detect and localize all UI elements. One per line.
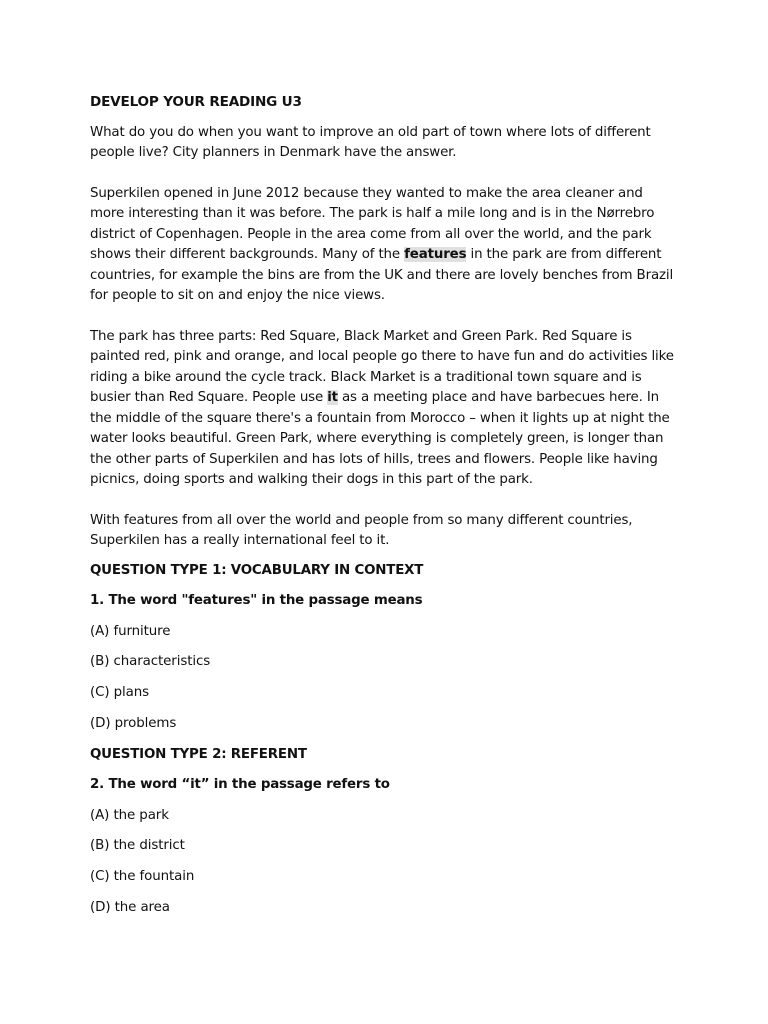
question-type-heading: QUESTION TYPE 1: VOCABULARY IN CONTEXT [90, 562, 424, 578]
passage-paragraph-3 [90, 327, 678, 491]
answer-option-b: (B) the district [90, 838, 185, 854]
question-text: 2. The word “it” in the passage refers to [90, 777, 390, 793]
answer-option-c: (C) the fountain [90, 869, 195, 885]
answer-option-a: (A) furniture [90, 623, 171, 639]
answer-option-a: (A) the park [90, 807, 169, 823]
answer-option-d: (D) problems [90, 715, 177, 731]
answer-option-d: (D) the area [90, 900, 170, 916]
passage-paragraph-2 [90, 184, 678, 307]
question-block-2 [90, 745, 678, 919]
question-block-1 [90, 561, 678, 735]
answer-option-b: (B) characteristics [90, 654, 211, 670]
document-title: DEVELOP YOUR READING U3 [90, 94, 302, 110]
question-type-heading: QUESTION TYPE 2: REFERENT [90, 746, 307, 762]
paragraph-3-text-start: The park has three parts: Red Square, Black Market and Green Park. Red Square is painted red, pink and orange, and local people go there to have fun and do activities like riding a bike around the cycle track. Black Market is a traditional town square and is busier than Red Square. People use [90, 328, 674, 405]
paragraph-2-text-end: in the park are from different countries, for example the bins are from the UK and there are lovely benches from Brazil for people to sit on and enjoy the nice views. [90, 247, 674, 303]
passage-paragraph-1: What do you do when you want to improve an old part of town where lots of different people live? City planners in Denmark have the answer. [90, 124, 651, 160]
highlighted-word-it: it [327, 390, 338, 405]
passage-paragraph-4: With features from all over the world and people from so many different countries, Superkilen has a really international feel to it. [90, 512, 633, 548]
answer-option-c: (C) plans [90, 685, 150, 701]
paragraph-2-text-start: Superkilen opened in June 2012 because they wanted to make the area cleaner and more interesting than it was before. The park is half a mile long and is in the Nørrebro district of Copenhagen. People in the area come from all over the world, and the park shows their different backgrounds. Many of the [90, 185, 655, 262]
paragraph-3-text-end: as a meeting place and have barbecues here. In the middle of the square there's a fountain from Morocco – when it lights up at night the water looks beautiful. Green Park, where everything is completely green, is longer than the other parts of Superkilen and has lots of hills, trees and flowers. People like having picnics, doing sports and walking their dogs in this part of the park. [90, 390, 670, 487]
highlighted-word-features: features [404, 247, 467, 262]
question-text: 1. The word "features" in the passage means [90, 593, 423, 608]
